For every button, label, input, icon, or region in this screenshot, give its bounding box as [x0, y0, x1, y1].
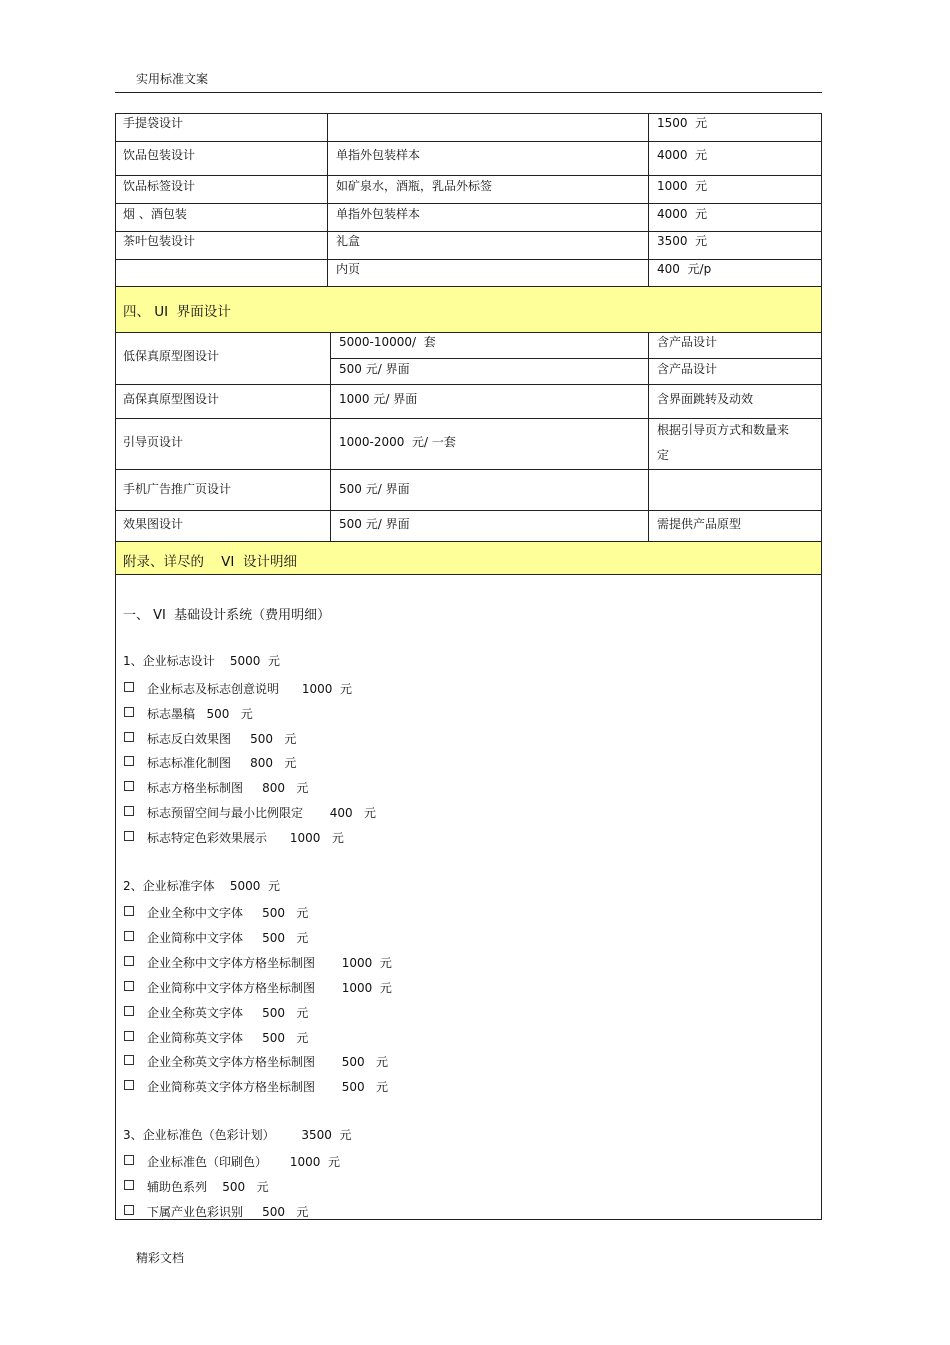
ui-row-name: 效果图设计 — [123, 517, 184, 531]
row-divider — [115, 384, 822, 385]
vi-item: 企业全称中文字体方格坐标制图 1000 元 — [147, 956, 392, 970]
vi-item: 企业简称英文字体方格坐标制图 500 元 — [147, 1080, 389, 1094]
col-divider — [330, 332, 331, 542]
section-title-appendix: 附录、详尽的 VI 设计明细 — [123, 554, 297, 570]
packaging-price: 4000 元 — [657, 207, 708, 221]
vi-item: 标志墨稿 500 元 — [147, 707, 253, 721]
row-divider — [330, 358, 822, 359]
ui-row-name: 高保真原型图设计 — [123, 392, 220, 406]
ui-row-note: 含产品设计 — [657, 335, 718, 349]
vi-item: 标志标准化制图 800 元 — [147, 756, 297, 770]
vi-item: 企业全称英文字体 500 元 — [147, 1006, 309, 1020]
vi-item: 企业全称英文字体方格坐标制图 500 元 — [147, 1055, 389, 1069]
vi-group-title: 1、企业标志设计 5000 元 — [123, 654, 281, 668]
row-divider — [115, 203, 822, 204]
row-divider — [115, 510, 822, 511]
packaging-price: 1500 元 — [657, 116, 708, 130]
checkbox-icon — [124, 756, 134, 766]
row-divider — [115, 259, 822, 260]
row-divider — [115, 418, 822, 419]
checkbox-icon — [124, 806, 134, 816]
packaging-note: 礼盒 — [336, 234, 361, 248]
ui-row-price: 500 元/ 界面 — [339, 362, 410, 376]
packaging-note: 内页 — [336, 262, 361, 276]
row-divider — [115, 141, 822, 142]
checkbox-icon — [124, 1205, 134, 1215]
row-divider — [115, 469, 822, 470]
ui-row-price: 500 元/ 界面 — [339, 482, 410, 496]
row-divider — [115, 332, 822, 333]
checkbox-icon — [124, 781, 134, 791]
ui-row-note: 根据引导页方式和数量来 — [657, 423, 790, 437]
vi-item: 企业全称中文字体 500 元 — [147, 906, 309, 920]
packaging-note: 如矿泉水，酒瓶，乳品外标签 — [336, 179, 493, 193]
page-footer: 精彩文档 — [136, 1251, 185, 1265]
row-divider — [115, 541, 822, 542]
vi-item: 标志预留空间与最小比例限定 400 元 — [147, 806, 377, 820]
packaging-price: 1000 元 — [657, 179, 708, 193]
packaging-name: 茶叶包装设计 — [123, 234, 196, 248]
vi-group-title: 2、企业标准字体 5000 元 — [123, 879, 281, 893]
checkbox-icon — [124, 931, 134, 941]
checkbox-icon — [124, 1006, 134, 1016]
packaging-note: 单指外包装样本 — [336, 207, 421, 221]
ui-row-name: 引导页设计 — [123, 435, 184, 449]
vi-item: 标志方格坐标制图 800 元 — [147, 781, 309, 795]
header-rule — [115, 92, 822, 93]
packaging-price: 3500 元 — [657, 234, 708, 248]
vi-item: 企业标准色（印刷色） 1000 元 — [147, 1155, 341, 1169]
ui-row-price: 500 元/ 界面 — [339, 517, 410, 531]
page-header: 实用标准文案 — [136, 72, 209, 86]
ui-row-note: 含产品设计 — [657, 362, 718, 376]
ui-row-price: 5000-10000/ 套 — [339, 335, 436, 349]
vi-item: 下属产业色彩识别 500 元 — [147, 1205, 309, 1219]
checkbox-icon — [124, 732, 134, 742]
vi-item: 企业标志及标志创意说明 1000 元 — [147, 682, 353, 696]
ui-row-name: 低保真原型图设计 — [123, 349, 220, 363]
ui-row-note: 需提供产品原型 — [657, 517, 742, 531]
checkbox-icon — [124, 1080, 134, 1090]
ui-row-price: 1000 元/ 界面 — [339, 392, 418, 406]
ui-row-name: 手机广告推广页设计 — [123, 482, 232, 496]
packaging-name: 饮品标签设计 — [123, 179, 196, 193]
checkbox-icon — [124, 1031, 134, 1041]
checkbox-icon — [124, 831, 134, 841]
packaging-note: 单指外包装样本 — [336, 148, 421, 162]
checkbox-icon — [124, 682, 134, 692]
vi-item: 企业简称英文字体 500 元 — [147, 1031, 309, 1045]
vi-group-title: 3、企业标准色（色彩计划） 3500 元 — [123, 1128, 352, 1142]
checkbox-icon — [124, 1180, 134, 1190]
packaging-name: 手提袋设计 — [123, 116, 184, 130]
packaging-name: 烟 、酒包装 — [123, 207, 187, 221]
row-divider — [115, 286, 822, 287]
ui-row-note: 含界面跳转及动效 — [657, 392, 754, 406]
vi-subtitle: 一、 VI 基础设计系统（费用明细） — [123, 608, 331, 623]
packaging-price: 4000 元 — [657, 148, 708, 162]
checkbox-icon — [124, 707, 134, 717]
checkbox-icon — [124, 906, 134, 916]
row-divider — [115, 175, 822, 176]
vi-item: 企业简称中文字体方格坐标制图 1000 元 — [147, 981, 392, 995]
ui-row-price: 1000-2000 元/ 一套 — [339, 435, 456, 449]
vi-item: 企业简称中文字体 500 元 — [147, 931, 309, 945]
checkbox-icon — [124, 981, 134, 991]
ui-row-note: 定 — [657, 448, 670, 462]
section-title-ui: 四、 UI 界面设计 — [123, 304, 231, 320]
packaging-price: 400 元/p — [657, 262, 712, 276]
col-divider — [648, 332, 649, 542]
checkbox-icon — [124, 1055, 134, 1065]
vi-item: 标志反白效果图 500 元 — [147, 732, 297, 746]
vi-item: 标志特定色彩效果展示 1000 元 — [147, 831, 344, 845]
row-divider — [115, 574, 822, 575]
col-divider — [327, 113, 328, 286]
checkbox-icon — [124, 956, 134, 966]
checkbox-icon — [124, 1155, 134, 1165]
row-divider — [115, 231, 822, 232]
packaging-name: 饮品包装设计 — [123, 148, 196, 162]
vi-item: 辅助色系列 500 元 — [147, 1180, 269, 1194]
col-divider — [648, 113, 649, 286]
